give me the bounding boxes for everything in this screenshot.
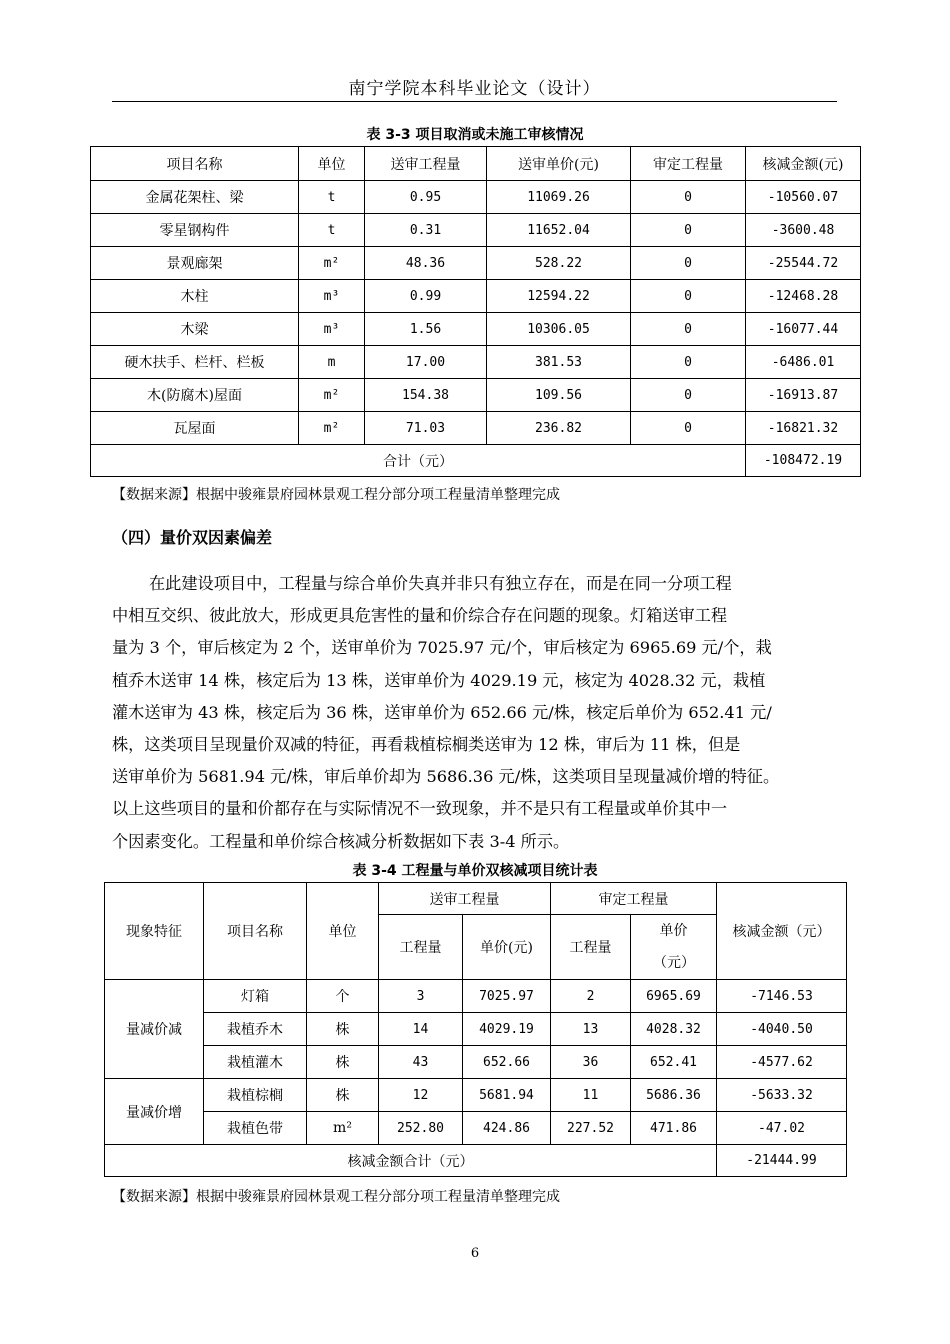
reduction-cell: -16913.87 xyxy=(746,379,861,412)
table-3-4 xyxy=(104,882,847,1177)
approved-price-cell: 652.41 xyxy=(631,1046,717,1079)
submitted-price-cell: 10306.05 xyxy=(487,313,631,346)
submitted-qty-cell: 3 xyxy=(379,980,463,1013)
item-name-cell: 栽植棕榈 xyxy=(204,1079,307,1112)
total-row xyxy=(105,1145,847,1177)
table-row xyxy=(91,379,861,412)
table-header-row xyxy=(105,883,847,915)
table-header-row xyxy=(91,147,861,181)
unit-cell: 株 xyxy=(307,1046,379,1079)
unit-cell: t xyxy=(299,214,365,247)
submitted-price-cell: 12594.22 xyxy=(487,280,631,313)
unit-cell: m³ xyxy=(299,313,365,346)
total-value: -108472.19 xyxy=(746,445,861,477)
submitted-price-cell: 5681.94 xyxy=(463,1079,551,1112)
submitted-price-cell: 236.82 xyxy=(487,412,631,445)
approved-price-header: 单价（元） xyxy=(631,915,717,980)
table-row xyxy=(91,247,861,280)
approved-qty-cell: 11 xyxy=(551,1079,631,1112)
item-name-cell: 零星钢构件 xyxy=(91,214,299,247)
table-row xyxy=(105,1079,847,1112)
feature-cell: 量减价减 xyxy=(105,980,204,1079)
unit-cell: 个 xyxy=(307,980,379,1013)
table-3-3-source-note: 【数据来源】根据中骏雍景府园林景观工程分部分项工程量清单整理完成 xyxy=(112,487,560,503)
feature-header: 现象特征 xyxy=(105,883,204,980)
paragraph-line: 量为 3 个，审后核定为 2 个，送审单价为 7025.97 元/个，审后核定为 6965.69 元/个，栽 xyxy=(112,638,772,658)
table-row xyxy=(91,181,861,214)
submitted-price-cell: 109.56 xyxy=(487,379,631,412)
table-row xyxy=(105,1046,847,1079)
reduction-cell: -25544.72 xyxy=(746,247,861,280)
unit-cell: m³ xyxy=(299,280,365,313)
submitted-price-header: 单价(元) xyxy=(463,915,551,980)
table-3-4-caption: 表 3-4 工程量与单价双核减项目统计表 xyxy=(352,863,598,879)
submitted-price-cell: 4029.19 xyxy=(463,1013,551,1046)
column-header: 核减金额(元) xyxy=(746,147,861,181)
submitted-qty-cell: 14 xyxy=(379,1013,463,1046)
paragraph-line: 灌木送审为 43 株，核定后为 36 株，送审单价为 652.66 元/株，核定后单价为 652.41 元/ xyxy=(112,702,772,722)
submitted-qty-cell: 252.80 xyxy=(379,1112,463,1145)
submitted-qty-cell: 154.38 xyxy=(365,379,487,412)
paragraph-line: 以上这些项目的量和价都存在与实际情况不一致现象，并不是只有工程量或单价其中一 xyxy=(112,799,728,819)
table-row xyxy=(105,1013,847,1046)
item-name-cell: 木(防腐木)屋面 xyxy=(91,379,299,412)
approved-qty-cell: 0 xyxy=(631,280,746,313)
reduction-cell: -4577.62 xyxy=(717,1046,847,1079)
unit-cell: m² xyxy=(299,379,365,412)
reduction-cell: -7146.53 xyxy=(717,980,847,1013)
table-3-3 xyxy=(90,146,861,477)
unit-cell: m² xyxy=(299,247,365,280)
approved-price-cell: 4028.32 xyxy=(631,1013,717,1046)
page-header-title: 南宁学院本科毕业论文（设计） xyxy=(348,79,601,99)
item-name-cell: 瓦屋面 xyxy=(91,412,299,445)
approved-qty-cell: 2 xyxy=(551,980,631,1013)
reduction-cell: -3600.48 xyxy=(746,214,861,247)
item-name-cell: 栽植乔木 xyxy=(204,1013,307,1046)
item-name-cell: 木柱 xyxy=(91,280,299,313)
unit-cell: m xyxy=(299,346,365,379)
unit-cell: m² xyxy=(307,1112,379,1145)
submitted-qty-cell: 1.56 xyxy=(365,313,487,346)
reduction-cell: -10560.07 xyxy=(746,181,861,214)
approved-qty-cell: 0 xyxy=(631,181,746,214)
paragraph-line: 植乔木送审 14 株，核定后为 13 株，送审单价为 4029.19 元，核定为 4028.32 元，栽植 xyxy=(112,670,766,690)
page-number: 6 xyxy=(470,1246,480,1261)
item-name-cell: 栽植灌木 xyxy=(204,1046,307,1079)
submitted-price-cell: 424.86 xyxy=(463,1112,551,1145)
unit-cell: 株 xyxy=(307,1013,379,1046)
table-3-4-source-note: 【数据来源】根据中骏雍景府园林景观工程分部分项工程量清单整理完成 xyxy=(112,1189,560,1205)
column-header: 项目名称 xyxy=(91,147,299,181)
table-3-3-caption: 表 3-3 项目取消或未施工审核情况 xyxy=(366,127,584,143)
paragraph-line: 中相互交织、彼此放大，形成更具危害性的量和价综合存在问题的现象。灯箱送审工程 xyxy=(112,606,728,626)
item-name-header: 项目名称 xyxy=(204,883,307,980)
approved-qty-header: 工程量 xyxy=(551,915,631,980)
column-header: 送审工程量 xyxy=(365,147,487,181)
approved-qty-cell: 227.52 xyxy=(551,1112,631,1145)
section-heading: （四）量价双因素偏差 xyxy=(112,528,273,547)
submitted-qty-cell: 43 xyxy=(379,1046,463,1079)
table-row xyxy=(91,412,861,445)
reduction-cell: -6486.01 xyxy=(746,346,861,379)
submitted-price-cell: 652.66 xyxy=(463,1046,551,1079)
item-name-cell: 灯箱 xyxy=(204,980,307,1013)
total-value: -21444.99 xyxy=(717,1145,847,1177)
submitted-price-cell: 381.53 xyxy=(487,346,631,379)
column-header: 送审单价(元) xyxy=(487,147,631,181)
total-label: 合计（元） xyxy=(91,445,746,477)
reduction-cell: -16077.44 xyxy=(746,313,861,346)
item-name-cell: 景观廊架 xyxy=(91,247,299,280)
column-header: 单位 xyxy=(299,147,365,181)
reduction-header: 核减金额（元） xyxy=(717,883,847,980)
header-rule xyxy=(112,101,837,102)
total-label: 核减金额合计（元） xyxy=(105,1145,717,1177)
approved-qty-cell: 36 xyxy=(551,1046,631,1079)
item-name-cell: 金属花架柱、梁 xyxy=(91,181,299,214)
approved-qty-cell: 0 xyxy=(631,313,746,346)
submitted-qty-cell: 48.36 xyxy=(365,247,487,280)
submitted-group-header: 送审工程量 xyxy=(379,883,551,915)
submitted-qty-cell: 0.95 xyxy=(365,181,487,214)
unit-cell: t xyxy=(299,181,365,214)
column-header: 审定工程量 xyxy=(631,147,746,181)
unit-cell: m² xyxy=(299,412,365,445)
submitted-qty-cell: 71.03 xyxy=(365,412,487,445)
total-row xyxy=(91,445,861,477)
submitted-price-cell: 11069.26 xyxy=(487,181,631,214)
approved-qty-cell: 0 xyxy=(631,412,746,445)
approved-qty-cell: 0 xyxy=(631,247,746,280)
reduction-cell: -5633.32 xyxy=(717,1079,847,1112)
paragraph-line: 株，这类项目呈现量价双减的特征，再看栽植棕榈类送审为 12 株，审后为 11 株，但是 xyxy=(112,735,741,755)
paragraph-line: 送审单价为 5681.94 元/株，审后单价却为 5686.36 元/株，这类项目呈现量减价增的特征。 xyxy=(112,767,780,787)
unit-header: 单位 xyxy=(307,883,379,980)
approved-qty-cell: 0 xyxy=(631,379,746,412)
submitted-qty-cell: 17.00 xyxy=(365,346,487,379)
submitted-qty-header: 工程量 xyxy=(379,915,463,980)
table-row xyxy=(91,214,861,247)
approved-price-cell: 6965.69 xyxy=(631,980,717,1013)
reduction-cell: -47.02 xyxy=(717,1112,847,1145)
paragraph-line: 在此建设项目中，工程量与综合单价失真并非只有独立存在，而是在同一分项工程 xyxy=(149,574,732,593)
submitted-price-cell: 11652.04 xyxy=(487,214,631,247)
reduction-cell: -16821.32 xyxy=(746,412,861,445)
reduction-cell: -4040.50 xyxy=(717,1013,847,1046)
approved-qty-cell: 0 xyxy=(631,346,746,379)
item-name-cell: 栽植色带 xyxy=(204,1112,307,1145)
approved-qty-cell: 13 xyxy=(551,1013,631,1046)
approved-qty-cell: 0 xyxy=(631,214,746,247)
approved-price-cell: 5686.36 xyxy=(631,1079,717,1112)
body-paragraph xyxy=(112,568,837,858)
submitted-qty-cell: 12 xyxy=(379,1079,463,1112)
table-row xyxy=(91,346,861,379)
approved-price-cell: 471.86 xyxy=(631,1112,717,1145)
reduction-cell: -12468.28 xyxy=(746,280,861,313)
unit-cell: 株 xyxy=(307,1079,379,1112)
submitted-qty-cell: 0.99 xyxy=(365,280,487,313)
approved-group-header: 审定工程量 xyxy=(551,883,717,915)
submitted-price-cell: 7025.97 xyxy=(463,980,551,1013)
feature-cell: 量减价增 xyxy=(105,1079,204,1145)
item-name-cell: 木梁 xyxy=(91,313,299,346)
table-row xyxy=(105,980,847,1013)
table-row xyxy=(105,1112,847,1145)
table-row xyxy=(91,280,861,313)
table-row xyxy=(91,313,861,346)
paragraph-line: 个因素变化。工程量和单价综合核减分析数据如下表 3-4 所示。 xyxy=(112,831,570,851)
item-name-cell: 硬木扶手、栏杆、栏板 xyxy=(91,346,299,379)
submitted-price-cell: 528.22 xyxy=(487,247,631,280)
submitted-qty-cell: 0.31 xyxy=(365,214,487,247)
